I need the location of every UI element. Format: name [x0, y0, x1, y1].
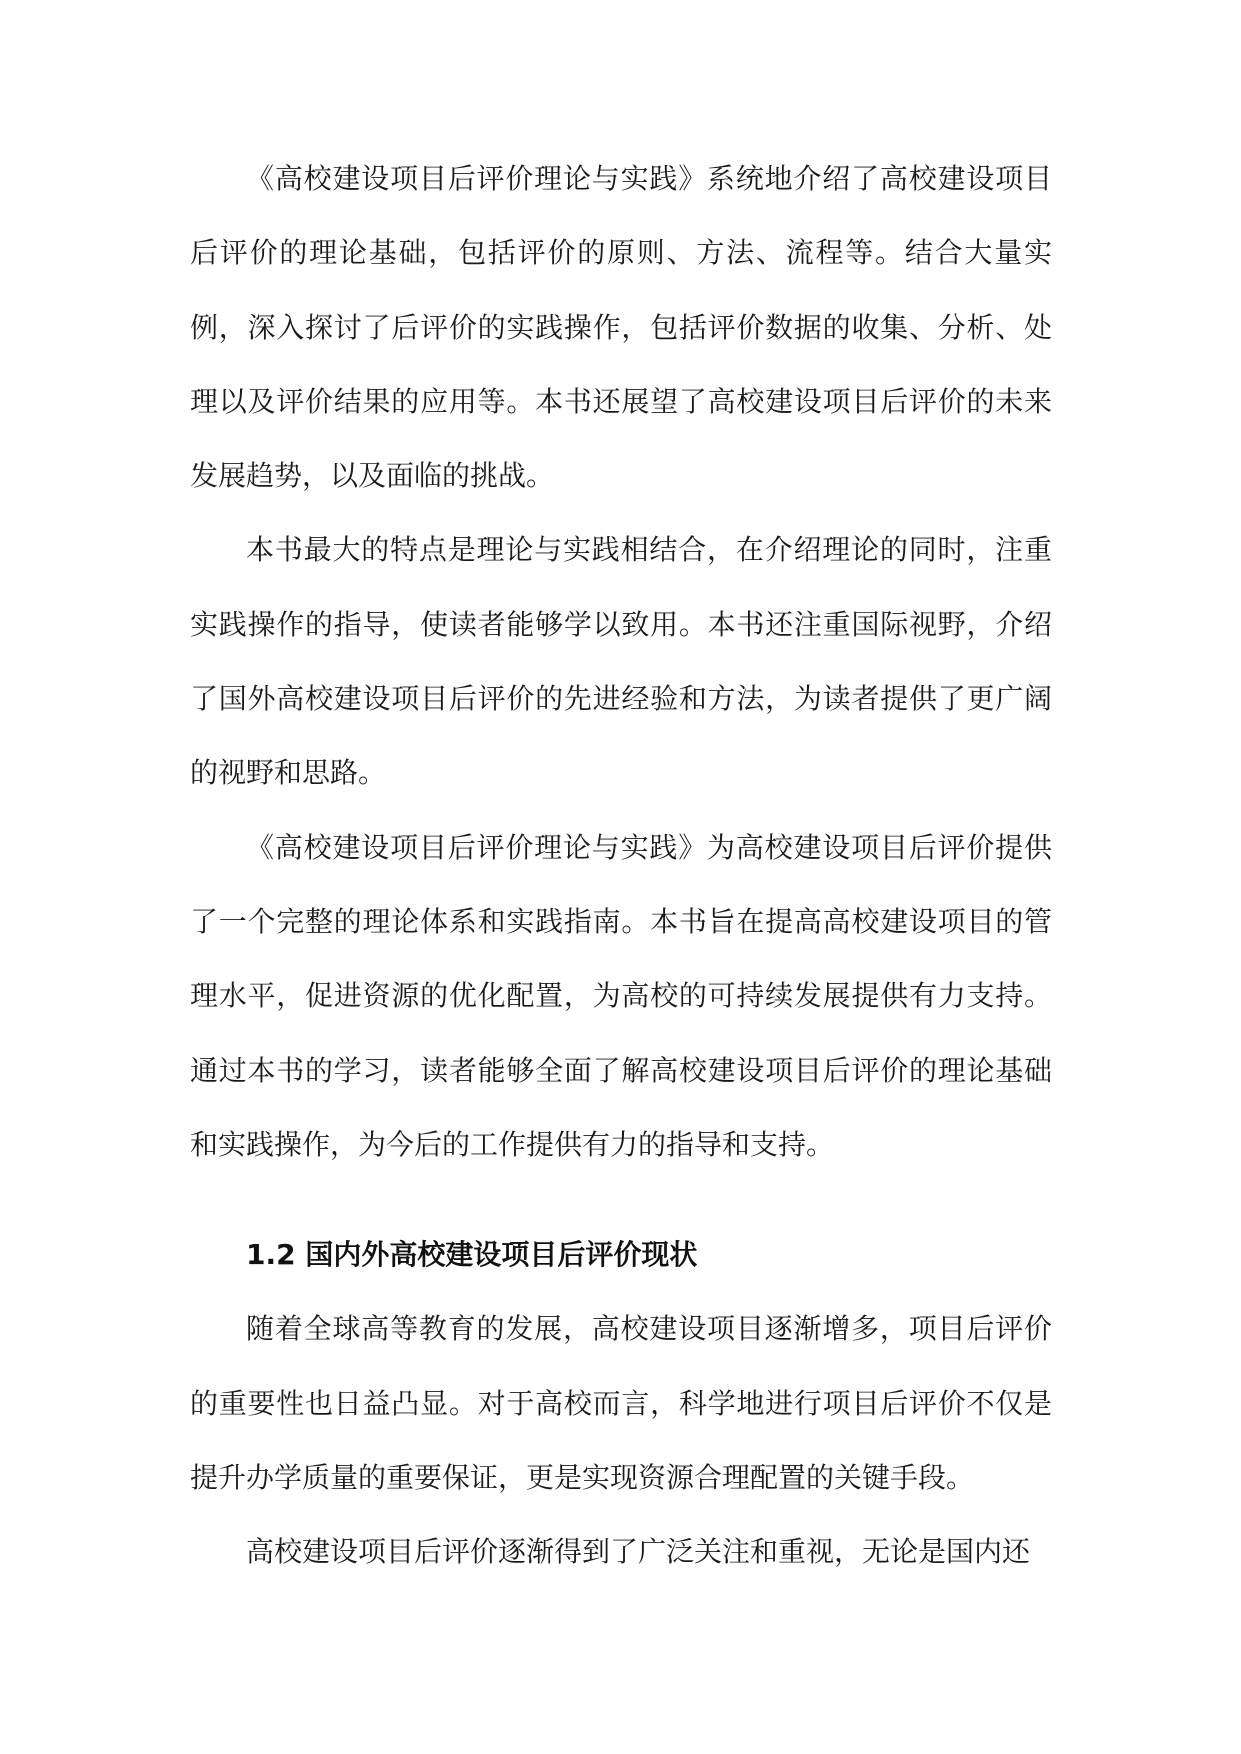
- section-heading: 1.2 国内外高校建设项目后评价现状: [246, 1238, 698, 1272]
- paragraph-book-intro: 《高校建设项目后评价理论与实践》系统地介绍了高校建设项目后评价的理论基础，包括评价的原则、方法、流程等。结合大量实例，深入探讨了后评价的实践操作，包括评价数据的收集、分析、处理以及评价结果的应用等。本书还展望了高校建设项目后评价的未来发展趋势，以及面临的挑战。: [190, 162, 1052, 493]
- paragraph-status-intro: 随着全球高等教育的发展，高校建设项目逐渐增多，项目后评价的重要性也日益凸显。对于高校而言，科学地进行项目后评价不仅是提升办学质量的重要保证，更是实现资源合理配置的关键手段。: [190, 1312, 1052, 1495]
- paragraph-book-summary: 《高校建设项目后评价理论与实践》为高校建设项目后评价提供了一个完整的理论体系和实践指南。本书旨在提高高校建设项目的管理水平，促进资源的优化配置，为高校的可持续发展提供有力支持。通过本书的学习，读者能够全面了解高校建设项目后评价的理论基础和实践操作，为今后的工作提供有力的指导和支持。: [190, 830, 1052, 1161]
- paragraph-book-features: 本书最大的特点是理论与实践相结合，在介绍理论的同时，注重实践操作的指导，使读者能够学以致用。本书还注重国际视野，介绍了国外高校建设项目后评价的先进经验和方法，为读者提供了更广阔的视野和思路。: [190, 533, 1052, 790]
- document-body: [190, 142, 1052, 1590]
- paragraph-status-continued: 高校建设项目后评价逐渐得到了广泛关注和重视，无论是国内还: [246, 1535, 1031, 1569]
